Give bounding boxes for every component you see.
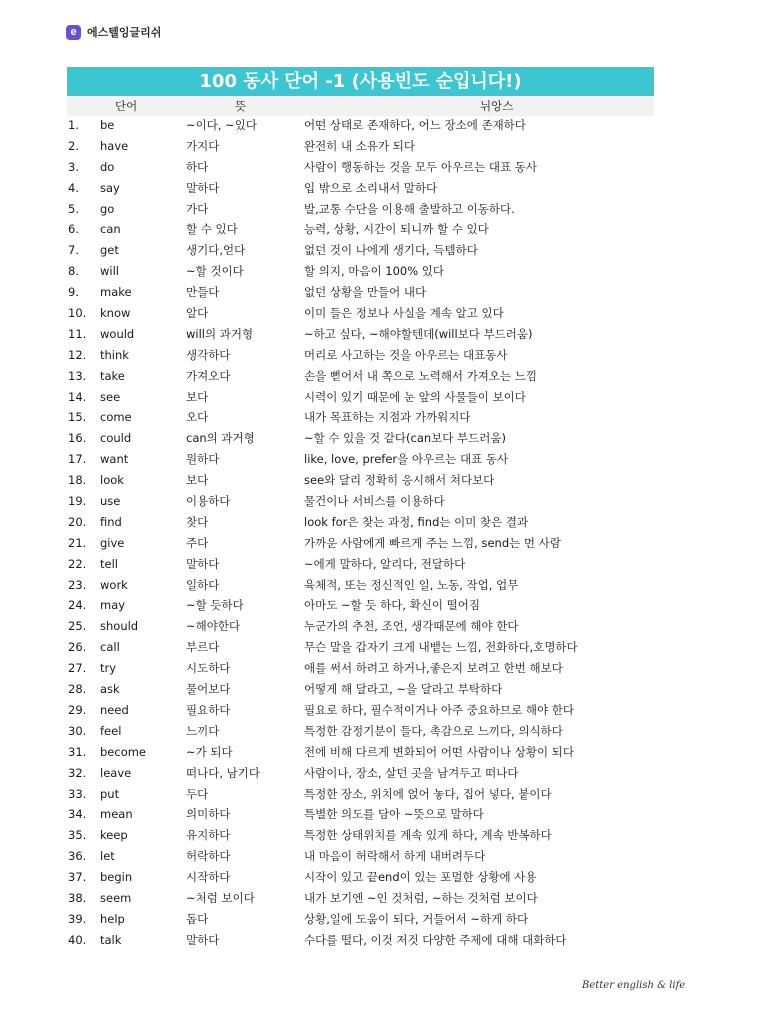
row-nuance: 할 의지, 마음이 100% 있다 — [304, 264, 445, 279]
table-row — [0, 909, 768, 930]
row-word: give — [100, 535, 125, 550]
row-number: 24. — [68, 598, 87, 613]
header-nuance: 뉘앙스 — [480, 99, 514, 113]
table-row — [0, 407, 768, 428]
table-row — [0, 387, 768, 408]
table-row — [0, 825, 768, 846]
table-row — [0, 637, 768, 658]
row-word: come — [100, 410, 132, 425]
table-row — [0, 282, 768, 303]
table-row — [0, 449, 768, 470]
header-word: 단어 — [115, 99, 138, 113]
row-meaning: 시도하다 — [186, 661, 231, 676]
row-nuance: 전에 비해 다르게 변화되어 어떤 사람이나 상황이 되다 — [304, 744, 574, 759]
row-number: 28. — [68, 682, 87, 697]
row-meaning: ~가 되다 — [186, 744, 233, 759]
row-number: 37. — [68, 870, 87, 885]
table-row — [0, 679, 768, 700]
row-word: want — [100, 452, 129, 467]
row-meaning: 일하다 — [186, 577, 220, 592]
row-nuance: ~할 수 있을 것 같다(can보다 부드러움) — [304, 431, 506, 446]
row-number: 21. — [68, 535, 87, 550]
row-nuance: 이미 들은 정보나 사실을 계속 알고 있다 — [304, 306, 504, 321]
row-word: seem — [100, 890, 132, 905]
row-number: 16. — [68, 431, 87, 446]
row-meaning: can의 과거형 — [186, 431, 255, 446]
row-number: 3. — [68, 159, 79, 174]
row-word: make — [100, 285, 132, 300]
row-meaning: 가다 — [186, 201, 209, 216]
row-number: 17. — [68, 452, 87, 467]
row-meaning: ~해야한다 — [186, 619, 241, 634]
row-number: 4. — [68, 180, 79, 195]
table-row — [0, 491, 768, 512]
row-number: 11. — [68, 326, 87, 341]
row-nuance: 육체적, 또는 정신적인 일, 노동, 작업, 업무 — [304, 577, 519, 592]
row-nuance: 능력, 상황, 시간이 되니까 할 수 있다 — [304, 222, 489, 237]
table-row — [0, 742, 768, 763]
row-meaning: 보다 — [186, 473, 209, 488]
row-nuance: 내가 목표하는 지점과 가까워지다 — [304, 410, 471, 425]
row-word: talk — [100, 932, 122, 947]
table-row — [0, 240, 768, 261]
table-row — [0, 784, 768, 805]
row-number: 10. — [68, 306, 87, 321]
row-word: find — [100, 514, 122, 529]
row-number: 9. — [68, 285, 79, 300]
table-row — [0, 846, 768, 867]
page-title: 100 동사 단어 -1 (사용빈도 순입니다!) — [67, 67, 654, 96]
row-meaning: 느끼다 — [186, 723, 220, 738]
row-meaning: 할 수 있다 — [186, 222, 238, 237]
row-number: 25. — [68, 619, 87, 634]
row-nuance: 내가 보기엔 ~인 것처럼, ~하는 것처럼 보이다 — [304, 890, 538, 905]
row-word: try — [100, 661, 117, 676]
table-row — [0, 700, 768, 721]
row-number: 30. — [68, 723, 87, 738]
row-number: 6. — [68, 222, 79, 237]
row-word: say — [100, 180, 120, 195]
row-nuance: 머리로 사고하는 것을 아우르는 대표동사 — [304, 347, 508, 362]
row-meaning: 유지하다 — [186, 828, 231, 843]
row-meaning: will의 과거형 — [186, 326, 254, 341]
row-word: go — [100, 201, 115, 216]
row-nuance: 특정한 장소, 위치에 얹어 놓다, 집어 넣다, 붙이다 — [304, 786, 552, 801]
row-number: 19. — [68, 494, 87, 509]
row-word: put — [100, 786, 120, 801]
row-nuance: 특별한 의도를 담아 ~뜻으로 말하다 — [304, 807, 484, 822]
row-nuance: 애를 써서 하려고 하거나,좋은지 보려고 한번 해보다 — [304, 661, 563, 676]
row-nuance: 완전히 내 소유가 되다 — [304, 138, 415, 153]
row-word: would — [100, 326, 135, 341]
footer-signature: Better english & life — [582, 980, 686, 991]
row-number: 29. — [68, 702, 87, 717]
row-number: 38. — [68, 890, 87, 905]
row-meaning: 두다 — [186, 786, 209, 801]
row-nuance: 특정한 상태위치를 계속 있게 하다, 계속 반복하다 — [304, 828, 552, 843]
row-nuance: 가까운 사람에게 빠르게 주는 느낌, send는 먼 사람 — [304, 535, 561, 550]
row-meaning: ~할 것이다 — [186, 264, 244, 279]
row-number: 23. — [68, 577, 87, 592]
brand-logo — [66, 22, 161, 42]
brand-e-icon: e — [66, 25, 81, 40]
row-number: 7. — [68, 243, 79, 258]
brand-name: 에스텔잉글리쉬 — [87, 26, 162, 39]
row-meaning: ~처럼 보이다 — [186, 890, 255, 905]
table-row — [0, 804, 768, 825]
row-number: 26. — [68, 640, 87, 655]
table-row — [0, 366, 768, 387]
row-word: feel — [100, 723, 122, 738]
row-number: 34. — [68, 807, 87, 822]
row-word: need — [100, 702, 129, 717]
row-word: help — [100, 911, 125, 926]
row-nuance: like, love, prefer을 아우르는 대표 동사 — [304, 452, 509, 467]
row-word: become — [100, 744, 147, 759]
row-number: 32. — [68, 765, 87, 780]
row-meaning: 말하다 — [186, 932, 220, 947]
row-nuance: 시력이 있기 때문에 눈 앞의 사물들이 보이다 — [304, 389, 526, 404]
table-row — [0, 763, 768, 784]
row-word: keep — [100, 828, 128, 843]
table-header — [67, 96, 654, 116]
row-word: can — [100, 222, 121, 237]
table-row — [0, 554, 768, 575]
row-number: 20. — [68, 514, 87, 529]
row-nuance: 특정한 감정기분이 들다, 촉감으로 느끼다, 의식하다 — [304, 723, 563, 738]
row-meaning: ~이다, ~있다 — [186, 118, 258, 132]
table-row — [0, 721, 768, 742]
row-nuance: 누군가의 추천, 조언, 생각때문에 해야 한다 — [304, 619, 519, 634]
row-word: could — [100, 431, 132, 446]
row-nuance: 없던 것이 나에게 생기다, 득템하다 — [304, 243, 478, 258]
header-meaning: 뜻 — [235, 99, 247, 113]
row-meaning: 원하다 — [186, 452, 220, 467]
row-meaning: 말하다 — [186, 556, 220, 571]
row-nuance: look for은 찾는 과정, find는 이미 찾은 결과 — [304, 514, 529, 529]
table-row — [0, 199, 768, 220]
row-word: know — [100, 306, 131, 321]
row-number: 31. — [68, 744, 87, 759]
row-meaning: 알다 — [186, 306, 209, 321]
row-word: ask — [100, 682, 120, 697]
row-number: 5. — [68, 201, 79, 216]
row-word: mean — [100, 807, 133, 822]
row-nuance: 아마도 ~할 듯 하다, 확신이 떨어짐 — [304, 598, 480, 613]
table-row — [0, 324, 768, 345]
row-nuance: 어떻게 해 달라고, ~을 달라고 부탁하다 — [304, 682, 503, 697]
row-nuance: 손을 뻗어서 내 쪽으로 노력해서 가져오는 느낌 — [304, 368, 538, 383]
row-word: begin — [100, 870, 133, 885]
row-number: 39. — [68, 911, 87, 926]
row-number: 22. — [68, 556, 87, 571]
row-word: will — [100, 264, 119, 279]
table-row — [0, 261, 768, 282]
row-word: see — [100, 389, 121, 404]
table-row — [0, 219, 768, 240]
row-word: have — [100, 138, 129, 153]
row-nuance: see와 달리 정확히 응시해서 쳐다보다 — [304, 473, 495, 488]
row-number: 1. — [68, 118, 79, 132]
row-word: get — [100, 243, 119, 258]
row-nuance: 어떤 상태로 존재하다, 어느 장소에 존재하다 — [304, 118, 526, 132]
row-meaning: 필요하다 — [186, 702, 231, 717]
row-meaning: 하다 — [186, 159, 209, 174]
row-meaning: 가져오다 — [186, 368, 231, 383]
row-number: 8. — [68, 264, 79, 279]
table-row — [0, 470, 768, 491]
row-meaning: 돕다 — [186, 911, 209, 926]
row-nuance: 내 마음이 허락해서 하게 내버려두다 — [304, 849, 486, 864]
row-meaning: 만들다 — [186, 285, 220, 300]
row-meaning: ~할 듯하다 — [186, 598, 244, 613]
table-row — [0, 178, 768, 199]
row-number: 36. — [68, 849, 87, 864]
row-nuance: ~에게 말하다, 알리다, 전달하다 — [304, 556, 466, 571]
row-meaning: 부르다 — [186, 640, 220, 655]
table-row — [0, 428, 768, 449]
row-meaning: 이용하다 — [186, 494, 231, 509]
table-row — [0, 888, 768, 909]
table-row — [0, 575, 768, 596]
row-word: leave — [100, 765, 132, 780]
row-word: call — [100, 640, 120, 655]
row-word: may — [100, 598, 126, 613]
table-row — [0, 303, 768, 324]
row-word: use — [100, 494, 121, 509]
row-word: think — [100, 347, 129, 362]
row-meaning: 주다 — [186, 535, 209, 550]
row-word: do — [100, 159, 115, 174]
row-nuance: 입 밖으로 소리내서 말하다 — [304, 180, 438, 195]
row-nuance: 상황,일에 도움이 되다, 거들어서 ~하게 하다 — [304, 911, 529, 926]
row-meaning: 가지다 — [186, 138, 220, 153]
row-meaning: 허락하다 — [186, 849, 231, 864]
table-row — [0, 930, 768, 951]
row-nuance: 사람이나, 장소, 살던 곳을 남겨두고 떠나다 — [304, 765, 519, 780]
row-nuance: 없던 상황을 만들어 내다 — [304, 285, 427, 300]
table-row — [0, 658, 768, 679]
row-number: 15. — [68, 410, 87, 425]
row-number: 2. — [68, 138, 79, 153]
row-number: 33. — [68, 786, 87, 801]
row-meaning: 찾다 — [186, 514, 209, 529]
row-meaning: 생기다,얻다 — [186, 243, 246, 258]
row-nuance: ~하고 싶다, ~해야할텐데(will보다 부드러움) — [304, 326, 533, 341]
row-word: should — [100, 619, 139, 634]
table-row — [0, 345, 768, 366]
table-row — [0, 115, 768, 136]
table-row — [0, 512, 768, 533]
row-meaning: 생각하다 — [186, 347, 231, 362]
table-row — [0, 616, 768, 637]
row-word: be — [100, 118, 115, 132]
table-row — [0, 136, 768, 157]
row-word: work — [100, 577, 128, 592]
row-meaning: 물어보다 — [186, 682, 231, 697]
table-row — [0, 157, 768, 178]
row-nuance: 물건이나 서비스를 이용하다 — [304, 494, 445, 509]
row-nuance: 시작이 있고 끝end이 있는 포멀한 상황에 사용 — [304, 870, 537, 885]
table-row — [0, 595, 768, 616]
row-number: 12. — [68, 347, 87, 362]
table-row — [0, 867, 768, 888]
row-nuance: 수다를 떨다, 이것 저것 다양한 주제에 대해 대화하다 — [304, 932, 567, 947]
row-word: look — [100, 473, 124, 488]
row-number: 14. — [68, 389, 87, 404]
row-meaning: 시작하다 — [186, 870, 231, 885]
row-meaning: 의미하다 — [186, 807, 231, 822]
row-word: let — [100, 849, 115, 864]
row-word: take — [100, 368, 125, 383]
row-nuance: 필요로 하다, 필수적이거나 아주 중요하므로 해야 한다 — [304, 702, 574, 717]
row-meaning: 말하다 — [186, 180, 220, 195]
row-meaning: 떠나다, 남기다 — [186, 765, 260, 780]
row-nuance: 무슨 말을 갑자기 크게 내뱉는 느낌, 전화하다,호명하다 — [304, 640, 578, 655]
row-nuance: 사람이 행동하는 것을 모두 아우르는 대표 동사 — [304, 159, 538, 174]
verb-table — [0, 115, 768, 951]
row-number: 40. — [68, 932, 87, 947]
row-number: 13. — [68, 368, 87, 383]
table-row — [0, 533, 768, 554]
row-word: tell — [100, 556, 118, 571]
row-nuance: 발,교통 수단을 이용해 출발하고 이동하다. — [304, 201, 515, 216]
row-meaning: 보다 — [186, 389, 209, 404]
row-number: 27. — [68, 661, 87, 676]
row-meaning: 오다 — [186, 410, 209, 425]
row-number: 35. — [68, 828, 87, 843]
row-number: 18. — [68, 473, 87, 488]
